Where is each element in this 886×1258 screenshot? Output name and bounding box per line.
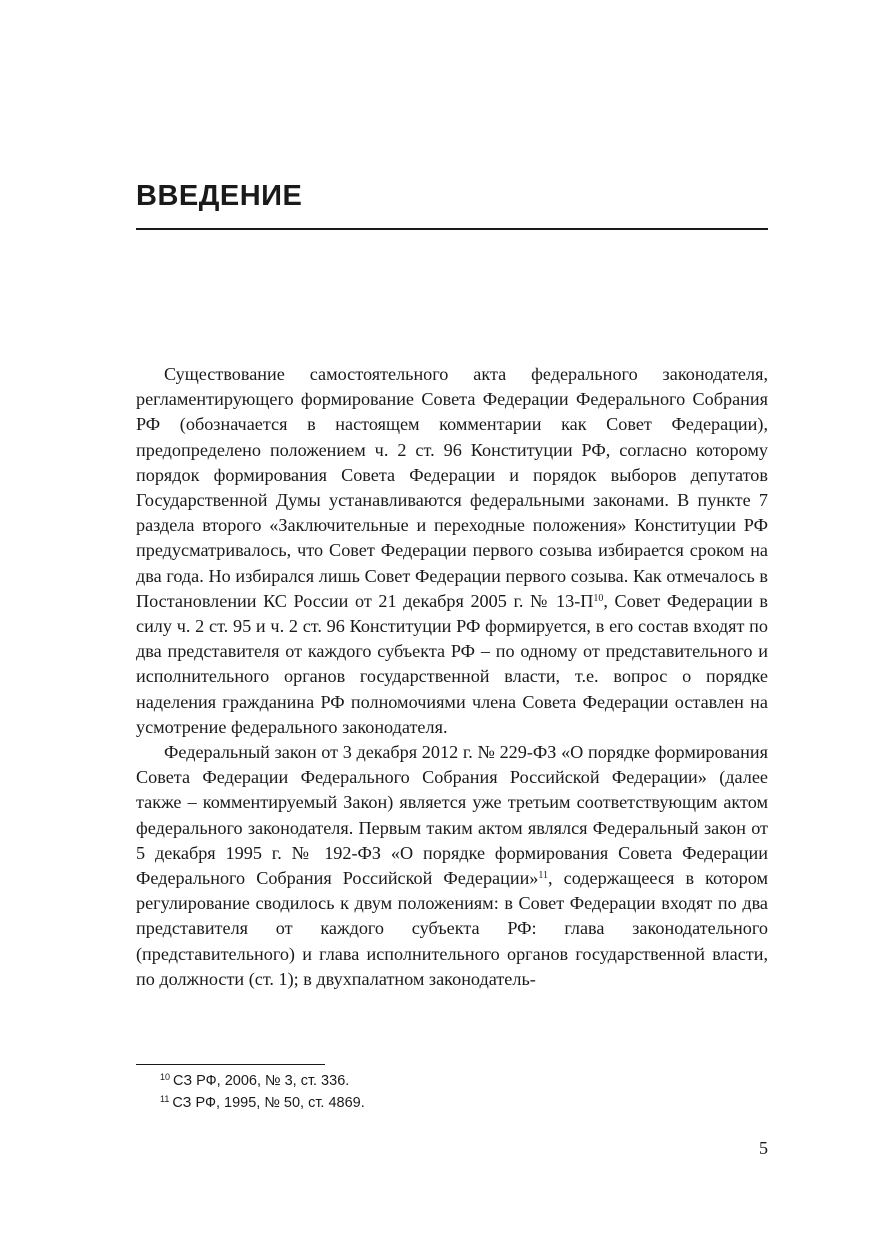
footnote-number: 10 bbox=[160, 1072, 171, 1082]
body-text bbox=[136, 362, 768, 992]
footnote-ref-11[interactable]: 11 bbox=[538, 870, 549, 882]
footnotes bbox=[160, 1070, 760, 1114]
footnote-ref-10[interactable]: 10 bbox=[593, 592, 604, 604]
paragraph-2-part-2: , содержащееся в котором регулирование сводилось к двум положениям: в Совет Федерации входят по два представителя от каждого субъекта РФ: глава законодательного (представительного) и глава исполнительного органов государственной власти, по должности (ст. 1); в двухпалатном законодатель- bbox=[136, 868, 768, 989]
footnote-separator bbox=[136, 1064, 325, 1065]
paragraph-1 bbox=[136, 362, 768, 740]
footnote-10 bbox=[160, 1070, 760, 1092]
footnote-number: 11 bbox=[160, 1094, 170, 1104]
paragraph-2 bbox=[136, 740, 768, 992]
paragraph-1-part-1: Существование самостоятельного акта федерального законодателя, регламентирующего формирование Совета Федерации Федерального Собрания РФ (обозначается в настоящем комментарии как Совет Федерации), предопределено положением ч. 2 ст. 96 Конституции РФ, согласно которому порядок формирования Совета Федерации и порядок выборов депутатов Государственной Думы устанавливаются федеральными законами. В пункте 7 раздела второго «Заключительные и переходные положения» Конституции РФ предусматривалось, что Совет Федерации первого созыва избирается сроком на два года. Но избирался лишь Совет Федерации первого созыва. Как отмечалось в Постановлении КС России от 21 декабря 2005 г. № 13-П bbox=[136, 364, 768, 611]
chapter-heading: ВВЕДЕНИЕ bbox=[136, 180, 303, 212]
paragraph-2-part-1: Федеральный закон от 3 декабря 2012 г. № 229-ФЗ «О порядке формирования Совета Федерации Федерального Собрания Российской Федерации» (далее также – комментируемый Закон) является уже третьим соответствующим актом федерального законодателя. Первым таким актом являлся Федеральный закон от 5 декабря 1995 г. № 192-ФЗ «О порядке формирования Совета Федерации Федерального Собрания Российской Федерации» bbox=[136, 742, 768, 889]
footnote-text: СЗ РФ, 1995, № 50, ст. 4869. bbox=[172, 1095, 365, 1111]
page-number: 5 bbox=[759, 1138, 768, 1158]
heading-underline bbox=[136, 228, 768, 230]
footnote-text: СЗ РФ, 2006, № 3, ст. 336. bbox=[173, 1073, 350, 1089]
footnote-11 bbox=[160, 1092, 760, 1114]
paragraph-1-part-2: , Совет Федерации в силу ч. 2 ст. 95 и ч. 2 ст. 96 Конституции РФ формируется, в его состав входят по два представителя от каждого субъекта РФ – по одному от представительного и исполнительного органов государственной власти, т.е. вопрос о порядке наделения гражданина РФ полномочиями члена Совета Федерации оставлен на усмотрение федерального законодателя. bbox=[136, 590, 768, 737]
